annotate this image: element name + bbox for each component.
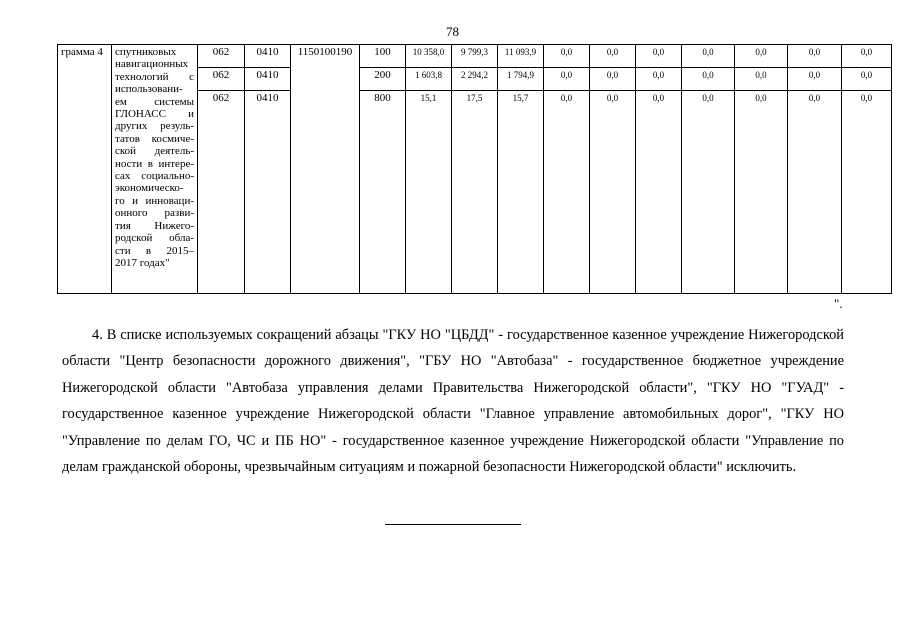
value-cell: 9 799,3 bbox=[452, 45, 498, 68]
page-number: 78 bbox=[446, 24, 459, 39]
end-rule bbox=[385, 524, 521, 525]
description-line: онного разви- bbox=[115, 207, 194, 220]
value-cell: 0,0 bbox=[636, 91, 682, 294]
budget-table bbox=[57, 44, 892, 294]
section-code: 0410 bbox=[245, 68, 291, 91]
target-code: 1150100190 bbox=[291, 45, 360, 294]
value-cell: 1 794,9 bbox=[498, 68, 544, 91]
description-line: экономическо- bbox=[115, 182, 184, 195]
value-cell: 0,0 bbox=[636, 45, 682, 68]
expense-type-code: 200 bbox=[360, 68, 406, 91]
ministry-code: 062 bbox=[198, 91, 245, 294]
description-line: сти в 2015– bbox=[115, 244, 194, 257]
description-line: ем системы bbox=[115, 95, 194, 108]
value-cell: 2 294,2 bbox=[452, 68, 498, 91]
description-line: ности в интере- bbox=[115, 157, 194, 170]
description-line: использовани- bbox=[115, 83, 183, 96]
value-cell: 0,0 bbox=[735, 68, 788, 91]
description-line: сах социально- bbox=[115, 170, 194, 183]
value-cell: 0,0 bbox=[788, 68, 842, 91]
value-cell: 15,7 bbox=[498, 91, 544, 294]
description-line: 2017 годах" bbox=[115, 256, 170, 269]
value-cell: 0,0 bbox=[590, 45, 636, 68]
value-cell: 0,0 bbox=[544, 68, 590, 91]
ministry-code: 062 bbox=[198, 68, 245, 91]
expense-type-code: 100 bbox=[360, 45, 406, 68]
description-line: навигационных bbox=[115, 58, 189, 71]
expense-type-code: 800 bbox=[360, 91, 406, 294]
section-code: 0410 bbox=[245, 45, 291, 68]
value-cell: 10 358,0 bbox=[406, 45, 452, 68]
description-line: го и инноваци- bbox=[115, 194, 194, 207]
value-cell: 15,1 bbox=[406, 91, 452, 294]
table-row bbox=[58, 45, 892, 68]
value-cell: 0,0 bbox=[842, 91, 892, 294]
program-description-cell bbox=[112, 45, 198, 294]
value-cell: 0,0 bbox=[590, 91, 636, 294]
value-cell: 1 603,8 bbox=[406, 68, 452, 91]
value-cell: 0,0 bbox=[544, 91, 590, 294]
description-line: татов космиче- bbox=[115, 132, 194, 145]
value-cell: 0,0 bbox=[788, 45, 842, 68]
section-code: 0410 bbox=[245, 91, 291, 294]
value-cell: 0,0 bbox=[788, 91, 842, 294]
value-cell: 0,0 bbox=[735, 91, 788, 294]
value-cell: 0,0 bbox=[842, 68, 892, 91]
amendment-paragraph: 4. В списке используемых сокращений абзацы "ГКУ НО "ЦБДД" - государственное казенное учреждение Нижегородской области "Центр безопасности дорожного движения", "ГБУ НО "Автобаза" - государственное бюджетное учреждение Нижегородской области "Автобаза управления делами Правительства Нижегородской области", "ГКУ НО "ГУАД" - государственное казенное учреждение Нижегородской области "Главное управление автомобильных дорог", "ГКУ НО "Управление по делам ГО, ЧС и ПБ НО" - государственное казенное учреждение Нижегородской области "Управление по делам гражданской обороны, чрезвычайным ситуациям и пожарной безопасности Нижегородской области" исключить. bbox=[62, 327, 844, 476]
program-description bbox=[115, 46, 194, 269]
description-line: технологий с bbox=[115, 70, 194, 83]
description-line: родской обла- bbox=[115, 232, 194, 245]
value-cell: 17,5 bbox=[452, 91, 498, 294]
value-cell: 11 093,9 bbox=[498, 45, 544, 68]
description-line: ской деятель- bbox=[115, 145, 194, 158]
value-cell: 0,0 bbox=[682, 68, 735, 91]
value-cell: 0,0 bbox=[735, 45, 788, 68]
description-line: спутниковых bbox=[115, 46, 177, 58]
closing-quote: ". bbox=[834, 296, 843, 311]
program-label: грамма 4 bbox=[61, 46, 103, 58]
value-cell: 0,0 bbox=[544, 45, 590, 68]
value-cell: 0,0 bbox=[590, 68, 636, 91]
value-cell: 0,0 bbox=[682, 91, 735, 294]
description-line: других резуль- bbox=[115, 120, 194, 133]
value-cell: 0,0 bbox=[842, 45, 892, 68]
program-label-cell bbox=[58, 45, 112, 294]
ministry-code: 062 bbox=[198, 45, 245, 68]
description-line: ГЛОНАСС и bbox=[115, 108, 194, 121]
value-cell: 0,0 bbox=[682, 45, 735, 68]
value-cell: 0,0 bbox=[636, 68, 682, 91]
description-line: тия Нижего- bbox=[115, 219, 194, 232]
